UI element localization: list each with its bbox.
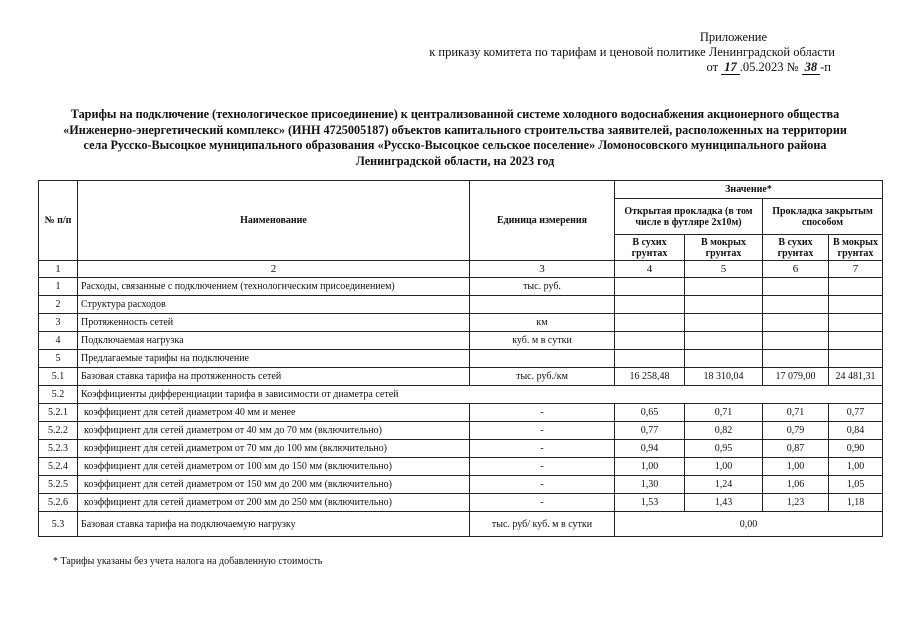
value-cell: 1,00 [763,458,829,476]
title-line-2: «Инженерно-энергетический комплекс» (ИНН 4725005187) объектов капитального строительства заявителей, расположенных на территории [63,122,847,137]
value-cell [763,278,829,296]
title-line-3: села Русско-Высоцкое муниципального образования «Русско-Высоцкое сельское поселение» Ломоносовского муниципального района [83,138,827,153]
value-cell [615,314,685,332]
row-unit: - [470,440,615,458]
row-num: 5.2 [39,386,78,404]
header-closed-wet: В мокрых грунтах [829,235,883,261]
value-cell: 0,94 [615,440,685,458]
value-cell [829,332,883,350]
value-cell [685,350,763,368]
table-row [39,458,883,476]
value-cell [685,296,763,314]
row-num: 5.3 [39,512,78,537]
row-name: Базовая ставка тарифа на протяженность сетей [78,368,470,386]
value-cell [685,332,763,350]
order-suffix: -п [820,60,831,74]
column-index: 5 [685,261,763,278]
header-unit: Единица измерения [470,181,615,261]
tariffs-table [38,180,883,537]
appendix-order-date-number [429,60,831,75]
value-cell [763,350,829,368]
value-cell [763,332,829,350]
column-index: 6 [763,261,829,278]
value-cell [763,314,829,332]
row-num: 4 [39,332,78,350]
value-cell [829,296,883,314]
value-cell: 0,71 [763,404,829,422]
header-closed-laying: Прокладка закрытым способом [763,199,883,235]
value-cell: 24 481,31 [829,368,883,386]
value-cell: 1,00 [685,458,763,476]
value-cell: 0,65 [615,404,685,422]
value-cell: 0,77 [615,422,685,440]
row-num: 5.2.3 [39,440,78,458]
row-num: 5.2.2 [39,422,78,440]
value-cell: 0,71 [685,404,763,422]
order-day-handwritten: 17 [721,61,740,75]
merged-value-cell: 0,00 [615,512,883,537]
row-unit: - [470,422,615,440]
row-num: 5.2.5 [39,476,78,494]
header-name: Наименование [78,181,470,261]
value-cell: 1,18 [829,494,883,512]
value-cell: 1,00 [615,458,685,476]
header-num: № п/п [39,181,78,261]
value-cell: 0,84 [829,422,883,440]
value-cell: 0,90 [829,440,883,458]
column-index: 3 [470,261,615,278]
table-row [39,314,883,332]
row-name: Базовая ставка тарифа на подключаемую нагрузку [78,512,470,537]
row-num: 3 [39,314,78,332]
value-cell: 16 258,48 [615,368,685,386]
row-name: коэффициент для сетей диаметром от 200 мм до 250 мм (включительно) [78,494,470,512]
row-unit: - [470,458,615,476]
value-cell: 1,23 [763,494,829,512]
value-cell [829,278,883,296]
value-cell [685,278,763,296]
row-num: 5.2.1 [39,404,78,422]
row-unit: тыс. руб/ куб. м в сутки [470,512,615,537]
value-cell: 1,24 [685,476,763,494]
order-prefix: от [706,60,719,74]
table-row [39,278,883,296]
table-row [39,386,883,404]
column-index-row [39,261,883,278]
value-cell: 1,53 [615,494,685,512]
value-cell: 1,30 [615,476,685,494]
header-value: Значение* [615,181,883,199]
value-cell [685,314,763,332]
row-unit: - [470,404,615,422]
row-unit [470,296,615,314]
appendix-label: Приложение [699,30,767,44]
table-row [39,350,883,368]
row-num: 1 [39,278,78,296]
row-unit: - [470,494,615,512]
order-month-year: .05.2023 № [739,60,799,74]
value-cell: 17 079,00 [763,368,829,386]
table-row [39,296,883,314]
row-name: Предлагаемые тарифы на подключение [78,350,470,368]
row-name: Коэффициенты дифференциации тарифа в зависимости от диаметра сетей [78,386,883,404]
row-name: коэффициент для сетей диаметром от 100 мм до 150 мм (включительно) [78,458,470,476]
value-cell: 0,77 [829,404,883,422]
row-name: Структура расходов [78,296,470,314]
row-num: 5 [39,350,78,368]
table-row [39,476,883,494]
value-cell [763,296,829,314]
row-unit: тыс. руб. [470,278,615,296]
value-cell [615,350,685,368]
value-cell: 1,05 [829,476,883,494]
row-name: Протяженность сетей [78,314,470,332]
row-num: 5.2.6 [39,494,78,512]
table-row [39,404,883,422]
value-cell [829,314,883,332]
column-index: 4 [615,261,685,278]
value-cell: 1,06 [763,476,829,494]
footnote: * Тарифы указаны без учета налога на добавленную стоимость [53,556,323,567]
row-num: 5.1 [39,368,78,386]
table-row [39,440,883,458]
value-cell [615,278,685,296]
table-row [39,332,883,350]
value-cell: 1,43 [685,494,763,512]
document-title [30,107,880,169]
title-line-4: Ленинградской области, на 2023 год [355,153,555,168]
value-cell: 0,95 [685,440,763,458]
row-name: коэффициент для сетей диаметром от 70 мм до 100 мм (включительно) [78,440,470,458]
value-cell: 0,87 [763,440,829,458]
appendix-order-reference: к приказу комитета по тарифам и ценовой политике Ленинградской области [429,45,835,59]
title-line-1: Тарифы на подключение (технологическое присоединение) к централизованной системе холодного водоснабжения акционерного общества [70,107,840,121]
row-unit: - [470,476,615,494]
table-row [39,494,883,512]
value-cell: 18 310,04 [685,368,763,386]
value-cell [829,350,883,368]
column-index: 7 [829,261,883,278]
header-open-laying: Открытая прокладка (в том числе в футляре 2х10м) [615,199,763,235]
table-row [39,422,883,440]
value-cell: 0,82 [685,422,763,440]
row-unit: куб. м в сутки [470,332,615,350]
header-closed-dry: В сухих грунтах [763,235,829,261]
column-index: 1 [39,261,78,278]
value-cell: 0,79 [763,422,829,440]
row-name: коэффициент для сетей диаметром 40 мм и менее [78,404,470,422]
row-num: 2 [39,296,78,314]
row-unit [470,350,615,368]
table-row [39,368,883,386]
appendix-block [429,30,835,75]
row-unit: км [470,314,615,332]
row-name: коэффициент для сетей диаметром от 40 мм до 70 мм (включительно) [78,422,470,440]
value-cell: 1,00 [829,458,883,476]
header-open-dry: В сухих грунтах [615,235,685,261]
row-num: 5.2.4 [39,458,78,476]
column-index: 2 [78,261,470,278]
table-row [39,512,883,537]
value-cell [615,296,685,314]
order-number-handwritten: 38 [802,61,821,75]
row-name: коэффициент для сетей диаметром от 150 мм до 200 мм (включительно) [78,476,470,494]
row-name: Расходы, связанные с подключением (технологическим присоединением) [78,278,470,296]
row-name: Подключаемая нагрузка [78,332,470,350]
header-open-wet: В мокрых грунтах [685,235,763,261]
row-unit: тыс. руб./км [470,368,615,386]
value-cell [615,332,685,350]
